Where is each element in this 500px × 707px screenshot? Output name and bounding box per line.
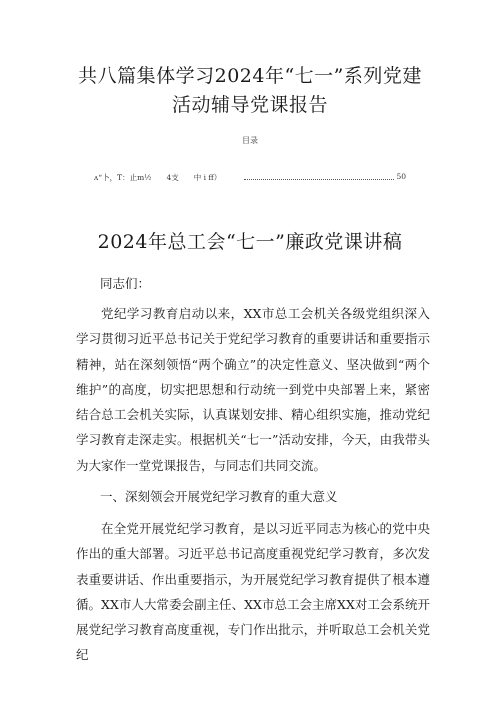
body-paragraph-1: 党纪学习教育启动以来，XX市总工会机关各级党组织深入学习贯彻习近平总书记关于党纪学习教育的重要讲话和重要指示精神，站在深刻领悟“两个确立”的决定性意义、坚决做到“两个维护”的高度，切实把思想和行动统一到党中央部署上来，紧密结合总工会机关实际，认真谋划安排、精心组织实施，推动党纪学习教育走深走实。根据机关“七一”活动安排，今天，由我带头为大家作一堂党课报告，与同志们共同交流。 bbox=[76, 306, 430, 473]
section-title: 2024年总工会“七一”廉政党课讲稿 bbox=[97, 231, 403, 253]
document-title-line-2: 活动辅导党课报告 bbox=[171, 94, 328, 116]
salutation: 同志们： bbox=[100, 276, 151, 291]
toc-entry-page-number: 50 bbox=[396, 172, 406, 181]
toc-entry[interactable] bbox=[94, 172, 406, 184]
toc-heading: 目录 bbox=[242, 136, 258, 145]
document-title-line-1: 共八篇集体学习2024年“七一”系列党建 bbox=[78, 65, 422, 87]
toc-entry-text: ʌ“卜，T：止m½ 4支 中 i ff） bbox=[94, 173, 222, 182]
body-paragraph-2: 在全党开展党纪学习教育，是以习近平同志为核心的党中央作出的重大部署。习近平总书记高度重视党纪学习教育，多次发表重要讲话、作出重要指示，为开展党纪学习教育提供了根本遵循。XX市人大常委会副主任、XX市总工会主席XX对工会系统开展党纪学习教育高度重视，专门作出批示，并听取总工会机关党纪 bbox=[76, 521, 430, 663]
subheading-1: 一、深刻领会开展党纪学习教育的重大意义 bbox=[100, 489, 338, 504]
toc-leader-dots bbox=[244, 179, 394, 180]
